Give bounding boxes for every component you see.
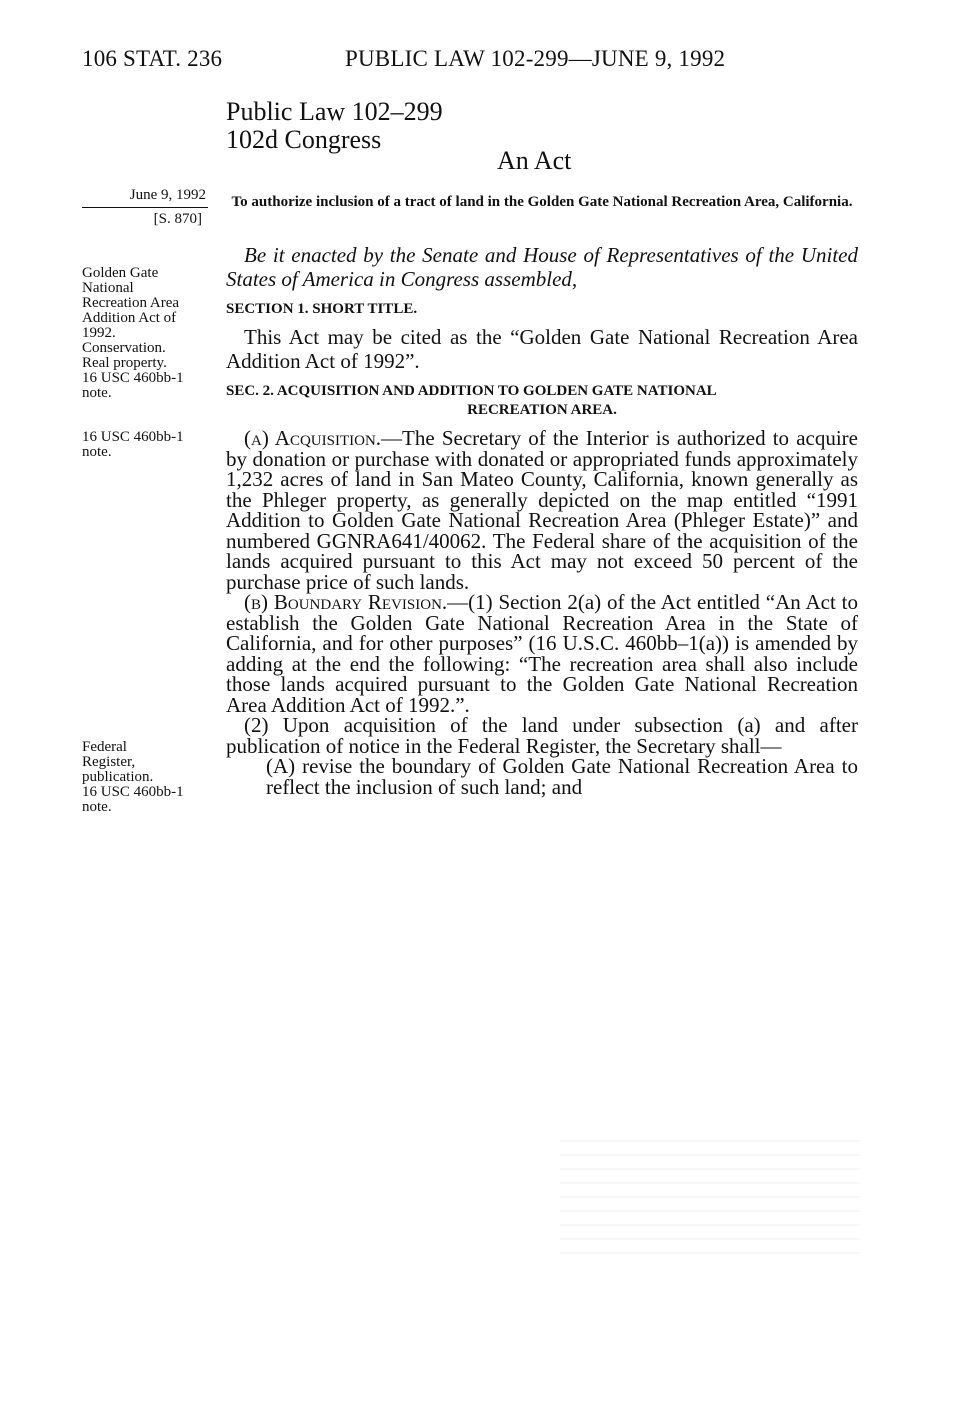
section-1-heading: SECTION 1. SHORT TITLE. (226, 301, 418, 317)
margin-note-line: Recreation Area (82, 295, 180, 311)
an-act-heading: An Act (497, 146, 572, 175)
bleed-through-shadow (560, 1140, 860, 1260)
margin-note-line: note. (82, 444, 112, 460)
margin-note-short-title (82, 266, 214, 401)
section-2-heading-line: SEC. 2. ACQUISITION AND ADDITION TO GOLDEN GATE NATIONAL (226, 383, 717, 399)
running-title: PUBLIC LAW 102-299—JUNE 9, 1992 (345, 46, 726, 71)
subsection-a (226, 428, 858, 592)
section-2-body (226, 428, 858, 797)
margin-note-line: Addition Act of (82, 310, 177, 326)
section-2-heading-line: RECREATION AREA. (467, 402, 617, 418)
margin-note-line: 16 USC 460bb-1 (82, 370, 184, 386)
law-title-block (226, 98, 443, 154)
subsection-b (226, 592, 858, 715)
margin-date: June 9, 1992 (129, 187, 206, 203)
page-reference: 106 STAT. 236 (82, 46, 223, 71)
margin-note-line: Golden Gate (82, 265, 159, 281)
subsection-b-text: —(1) Section 2(a) of the Act entitled “An Act to establish the Golden Gate National Recreation Area in the State of California, and for other purposes” (16 U.S.C. 460bb–1(a)) is amended by adding at the end the following: “The recreation area shall also include those lands acquired pursuant to the Golden Gate National Recreation Area Addition Act of 1992.”. (226, 590, 858, 717)
margin-note-line: National (82, 280, 134, 296)
margin-divider (82, 207, 208, 208)
section-2-heading (226, 382, 858, 420)
margin-note-line: publication. (82, 769, 154, 785)
section-1-text: This Act may be cited as the “Golden Gate National Recreation Area Addition Act of 1992”. (226, 325, 858, 373)
act-purpose: To authorize inclusion of a tract of land in the Golden Gate National Recreation Area, California. (231, 194, 853, 210)
congress-label: 102d Congress (226, 125, 382, 154)
subsection-b-2-A: (A) revise the boundary of Golden Gate National Recreation Area to reflect the inclusion of such land; and (266, 754, 858, 799)
subsection-a-label: (a) Acquisition. (244, 426, 382, 450)
margin-note-line: Federal (82, 739, 127, 755)
subsection-b-2: (2) Upon acquisition of the land under subsection (a) and after publication of notice in the Federal Register, the Secretary shall— (226, 713, 858, 758)
enacting-clause: Be it enacted by the Senate and House of Representatives of the United States of America in Congress assembled, (226, 243, 858, 291)
margin-note-line: 16 USC 460bb-1 (82, 429, 184, 445)
margin-note-line: Real property. (82, 355, 167, 371)
margin-note-acquisition (82, 430, 214, 460)
subsection-a-text: —The Secretary of the Interior is authorized to acquire by donation or purchase with donated or appropriated funds approximately 1,232 acres of land in San Mateo County, California, known generally as the Phleger property, as generally depicted on the map entitled “1991 Addition to Golden Gate National Recreation Area (Phleger Estate)” and numbered GGNRA641/40062. The Federal share of the acquisition of the lands acquired pursuant to this Act may not exceed 50 percent of the purchase price of such lands. (226, 426, 858, 594)
margin-note-line: Register, (82, 754, 136, 770)
margin-note-line: Conservation. (82, 340, 166, 356)
margin-note-line: note. (82, 799, 112, 815)
margin-bill-number: [S. 870] (153, 211, 202, 227)
margin-note-line: note. (82, 385, 112, 401)
subsection-b-label: (b) Boundary Revision. (244, 590, 448, 614)
margin-note-line: 16 USC 460bb-1 (82, 784, 184, 800)
margin-note-line: 1992. (82, 325, 116, 341)
public-law-number: Public Law 102–299 (226, 97, 443, 126)
margin-note-federal-register (82, 740, 214, 815)
